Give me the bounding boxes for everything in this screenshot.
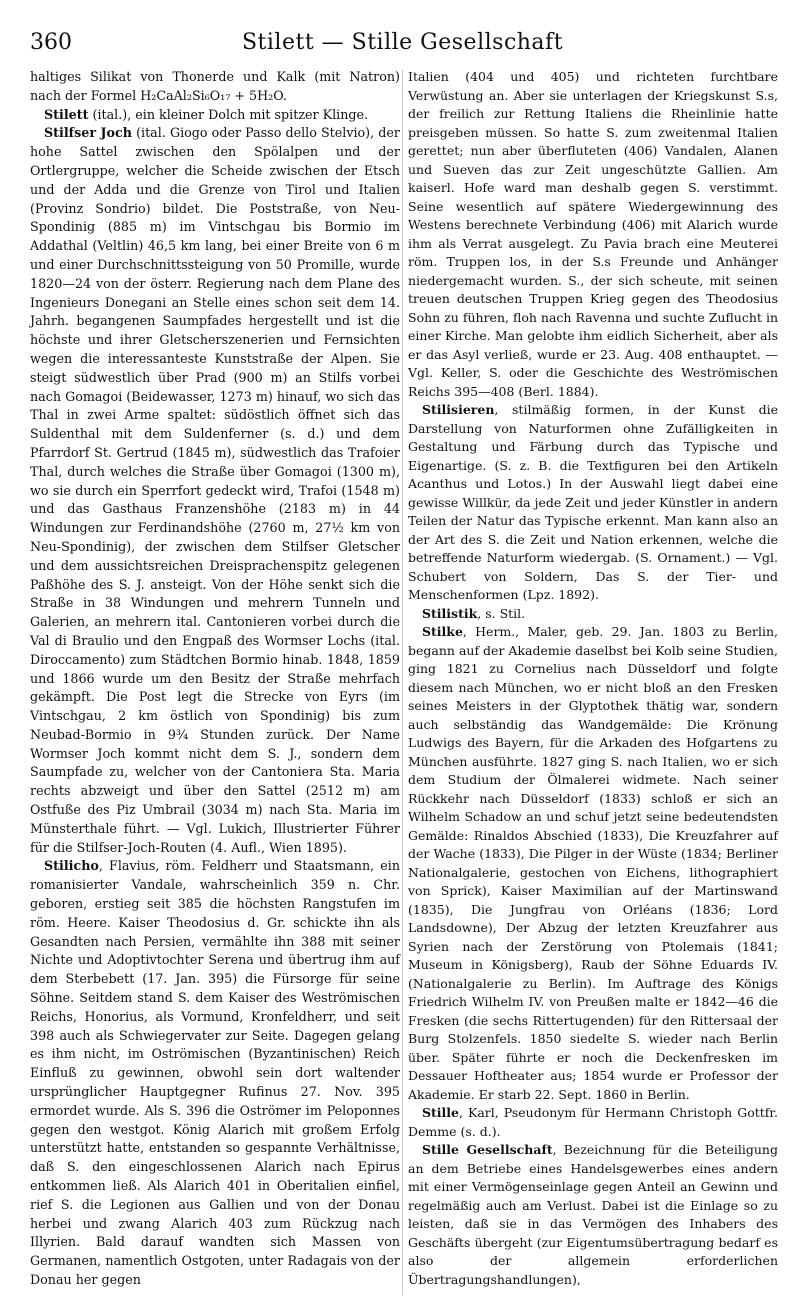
entry-text: , s. Stil. bbox=[477, 605, 526, 621]
entry-text: (ital.), ein kleiner Dolch mit spitzer Klinge. bbox=[88, 106, 369, 122]
entry-text: , Karl, Pseudonym für Hermann Christoph Gottfr. Demme (s. d.). bbox=[408, 1105, 778, 1139]
entry-stilfser-joch bbox=[30, 124, 400, 857]
entry-headword: Stilisieren bbox=[422, 402, 495, 417]
entry-text: , Herm., Maler, geb. 29. Jan. 1803 zu Berlin, begann auf der Akademie daselbst bei Kolb seine Studien, ging 1821 zu Cornelius nach Düsseldorf und folgte diesem nach München, wo er nicht bloß an den Fresken seines Meisters in der Glyptothek thätig war, sondern auch selbständig das Wandgemälde: Die Krönung Ludwigs des Bayern, für die Arkaden des Hofgartens zu München ausführte. 1827 ging S. nach Italien, wo er sich dem Studium der Ölmalerei widmete. Nach seiner Rückkehr nach Düsseldorf (1833) schloß er sich an Wilhelm Schadow an und schuf jetzt seine bedeutendsten Gemälde: Rinaldos Abschied (1833), Die Kreuzfahrer auf der Wache (1833), Die Pilger in der Wüste (1834; Berliner Nationalgalerie, gestochen von Eichens, lithographiert von Sprick), Kaiser Maximilian auf der Martinswand (1835), Die Jungfrau von Orléans (1836; Lord Landsdowne), Der Abzug der letzten Kreuzfahrer aus Syrien nach der Zerstörung von Ptolemais (1841; Museum in Königsberg), Raub der Söhne Eduards IV. (Nationalgalerie zu Berlin). Im Auftrage des Königs Friedrich Wilhelm IV. von Preußen malte er 1842—46 die Fresken (die sechs Rittertugenden) für den Rittersaal der Burg Stolzenfels. 1850 siedelte S. wieder nach Berlin über. Später führte er noch die Deckenfresken im Dessauer Hoftheater aus; 1854 wurde er Professor der Akademie. Er starb 22. Sept. 1860 in Berlin. bbox=[408, 624, 778, 1102]
entry-headword: Stille bbox=[422, 1105, 459, 1120]
entry-continuation bbox=[408, 68, 778, 401]
entry-text: , Bezeichnung für die Beteiligung an dem Betriebe eines Handelsgewerbes eines andern mit einer Vermögenseinlage gegen Anteil an Gewinn und regelmäßig auch am Verlust. Dabei ist die Einlage so zu leisten, daß sie in das Vermögen des Inhabers des Geschäfts übergeht (zur Eigentumsübertragung bedarf es also der allgemein erforderlichen Übertragungshandlungen), bbox=[408, 1142, 778, 1287]
entry-continuation bbox=[30, 68, 400, 106]
entry-headword: Stilke bbox=[422, 624, 463, 639]
entry-headword: Stille Gesellschaft bbox=[422, 1142, 553, 1157]
column-divider bbox=[402, 70, 403, 1295]
running-title: Stilett — Stille Gesellschaft bbox=[241, 30, 564, 55]
entry-stille bbox=[408, 1104, 778, 1141]
entry-stilisieren bbox=[408, 401, 778, 605]
entry-text: , stilmäßig formen, in der Kunst die Darstellung von Naturformen ohne Zufälligkeiten in Gestaltung und Färbung durch das Typische und Eigenartige. (S. z. B. die Textfiguren bei den Artikeln Acanthus und Lotos.) In der Auswahl liegt dabei eine gewisse Willkür, da jede Zeit und jeder Künstler in andern Teilen der Natur das Typische erkennt. Man kann also an der Art des S. die Zeit und Nation erkennen, welche die betreffende Naturform wiedergab. (S. Ornament.) — Vgl. Schubert von Soldern, Das S. der Tier- und Menschenformen (Lpz. 1892). bbox=[408, 402, 778, 602]
entry-text: haltiges Silikat von Thonerde und Kalk (mit Natron) nach der Formel H₂CaAl₂Si₆O₁₇ + 5H₂O. bbox=[30, 69, 400, 103]
entry-stilicho bbox=[30, 857, 400, 1289]
entry-headword: Stilistik bbox=[422, 605, 478, 621]
page-header bbox=[30, 30, 775, 60]
left-column bbox=[30, 68, 400, 1290]
entry-text: (ital. Giogo oder Passo dello Stelvio), der hohe Sattel zwischen den Spölalpen und der Ortlergruppe, welcher die Scheide zwischen der Etsch und der Adda und die Grenze von Tirol und Italien (Provinz Sondrio) bildet. Die Poststraße, von Neu-Spondinig (885 m) im Vintschgau bis Bormio im Addathal (Veltlin) 46,5 km lang, bei einer Breite von 6 m und einer Durchschnittssteigung von 50 Promille, wurde 1820—24 von der österr. Regierung nach dem Plane des Ingenieurs Donegani an Stelle eines schon seit dem 14. Jahrh. begangenen Saumpfades hergestellt und ist die höchste und ihrer Gletscherszenerien und Fernsichten wegen die interessanteste Kunststraße der Alpen. Sie steigt südwestlich über Prad (900 m) an Stilfs vorbei nach Gomagoi (Beidewasser, 1273 m) hinauf, wo sich das Thal in zwei Arme spaltet: südöstlich öffnet sich das Suldenthal mit dem Suldenferner (s. d.) und dem Pfarrdorf St. Gertrud (1845 m), südwestlich das Trafoier Thal, durch welches die Straße über Gomagoi (1300 m), wo sie durch ein Sperrfort gedeckt wird, Trafoi (1548 m) und das Gasthaus Franzenshöhe (2183 m) in 44 Windungen zur Ferdinandshöhe (2760 m, 27½ km von Neu-Spondinig), der zwischen dem Stilfser Gletscher und dem aussichtsreichen Dreisprachenspitz gelegenen Paßhöhe des S. J. ansteigt. Von der Höhe senkt sich die Straße in 38 Windungen und mehrern Tunneln und Galerien, an mehrern ital. Cantonieren vorbei durch die Val di Braulio und den Engpaß des Wormser Lochs (ital. Diroccamento) zum Städtchen Bormio hinab. 1848, 1859 und 1866 wurde um den Besitz der Straße mehrfach gekämpft. Die Post legt die Strecke von Eyrs (im Vintschgau, 2 km östlich von Spondinig) bis zum Neubad-Bormio in 9¾ Stunden zurück. Der Name Wormser Joch kommt nicht dem S. J., sondern dem Saumpfade zu, welcher von der Cantoniera Sta. Maria rechts abzweigt und über den Sattel (2512 m) am Ostfuße des Piz Umbrail (3034 m) nach Sta. Maria im Münsterthale führt. — Vgl. Lukich, Illustrierter Führer für die Stilfser-Joch-Routen (4. Aufl., Wien 1895). bbox=[30, 125, 400, 855]
entry-headword: Stilfser Joch bbox=[44, 125, 132, 141]
entry-stilett bbox=[30, 106, 400, 125]
entry-stilke bbox=[408, 623, 778, 1104]
entry-headword: Stilicho bbox=[44, 858, 99, 874]
entry-text: , Flavius, röm. Feldherr und Staatsmann, ein romanisierter Vandale, wahrscheinlich 359 n. Chr. geboren, erstieg seit 385 die höchsten Rangstufen im röm. Heere. Kaiser Theodosius d. Gr. schickte ihn als Gesandten nach Persien, vermählte ihn 388 mit seiner Nichte und Adoptivtochter Serena und übertrug ihm auf dem Sterbebett (17. Jan. 395) die Fürsorge für seine Söhne. Seitdem stand S. dem Kaiser des Weströmischen Reichs, Honorius, als Vormund, Kronfeldherr, und seit 398 auch als Schwiegervater zur Seite. Dagegen gelang es ihm nicht, im Oströmischen (Byzantinischen) Reich Einfluß zu gewinnen, obwohl sein dort waltender ursprünglicher Hauptgegner Rufinus 27. Nov. 395 ermordet wurde. Als S. 396 die Oströmer im Peloponnes gegen den westgot. König Alarich mit großem Erfolg unterstützt hatte, entstanden so gespannte Verhältnisse, daß S. den eingeschlossenen Alarich nach Epirus entkommen ließ. Als Alarich 401 in Oberitalien einfiel, rief S. die Legionen aus Gallien und von der Donau herbei und zwang Alarich 403 zum Rückzug nach Illyrien. Bald darauf wandten sich Massen von Germanen, namentlich Ostgoten, unter Radagais von der Donau her gegen bbox=[30, 858, 400, 1287]
page-number: 360 bbox=[30, 30, 72, 55]
right-column bbox=[408, 68, 778, 1289]
entry-headword: Stilett bbox=[44, 106, 89, 122]
entry-text: Italien (404 und 405) und richteten furchtbare Verwüstung an. Aber sie unterlagen der Kriegskunst S.s, der freilich zur Rettung Italiens die Rheinlinie hatte preisgeben müssen. So hatte S. zum zweitenmal Italien gerettet; nun aber überfluteten (406) Vandalen, Alanen und Sueven das zur Zeit ungeschützte Gallien. Am kaiserl. Hofe ward man deshalb gegen S. verstimmt. Seine wesentlich auf spätere Wiedergewinnung des Westens berechnete Verbindung (406) mit Alarich wurde ihm als Verrat ausgelegt. Zu Pavia brach eine Meuterei röm. Truppen los, in der S.s Freunde und Anhänger niedergemacht wurden. S., der sich scheute, mit seinen treuen deutschen Truppen Krieg gegen des Theodosius Sohn zu führen, floh nach Ravenna und suchte Zuflucht in einer Kirche. Man gelobte ihm eidlich Sicherheit, aber als er das Asyl verließ, wurde er 23. Aug. 408 enthauptet. — Vgl. Keller, S. oder die Geschichte des Weströmischen Reichs 395—408 (Berl. 1884). bbox=[408, 69, 778, 399]
entry-stilistik bbox=[408, 605, 778, 624]
entry-stille-gesellschaft bbox=[408, 1141, 778, 1289]
